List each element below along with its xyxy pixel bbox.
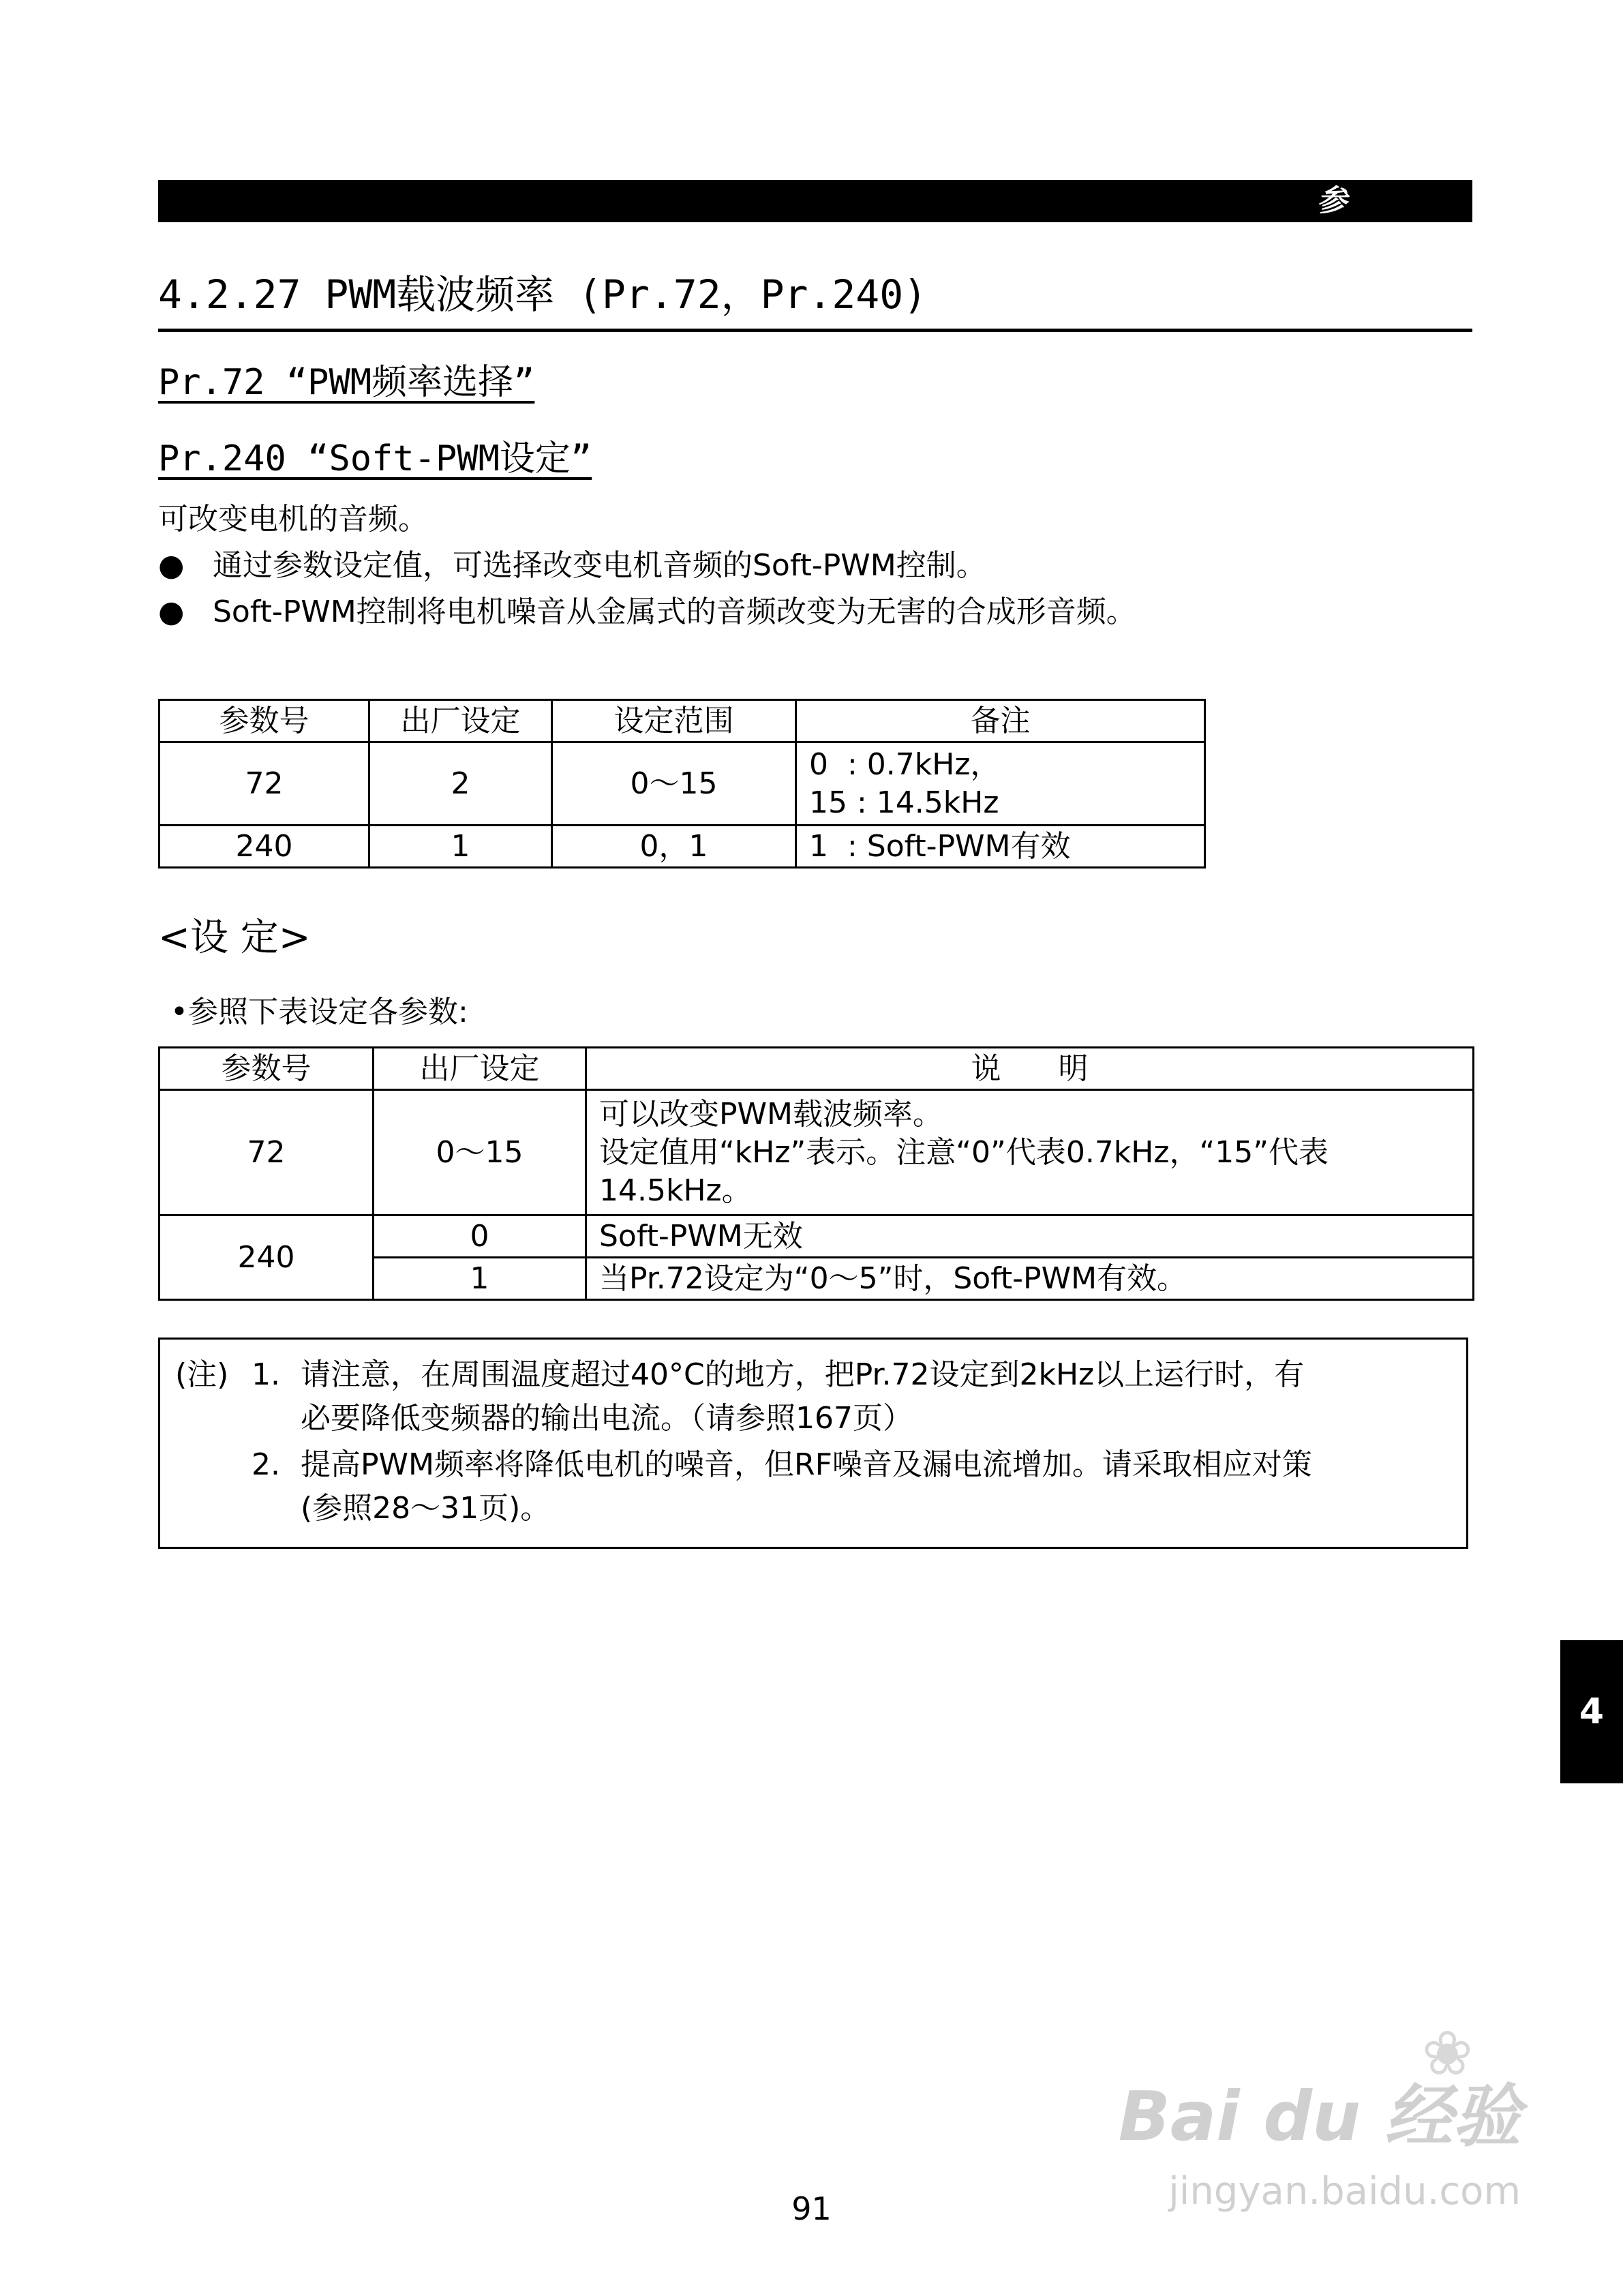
cell-value: 1: [374, 1258, 586, 1300]
cell-range: 0～15: [552, 742, 796, 826]
bullet-item-2: [158, 590, 1136, 634]
col-header-description: 说 明: [586, 1048, 1474, 1090]
header-bar: [158, 180, 1536, 222]
bullet-dot-icon: ●: [158, 594, 185, 629]
header-label-right: 数: [1506, 183, 1536, 218]
note-2-number: 2.: [252, 1447, 280, 1482]
cell-param: 72: [160, 1090, 374, 1215]
cell-range: 0，1: [552, 826, 796, 868]
table-row: [160, 742, 1205, 826]
note-prefix: (注): [175, 1357, 229, 1392]
intro-text: 可改变电机的音频。: [158, 502, 428, 537]
cell-default: 2: [369, 742, 552, 826]
cell-note: [796, 742, 1205, 826]
table-row: [160, 826, 1205, 868]
settings-heading: <设 定>: [158, 916, 311, 960]
bullet-dot-icon: ●: [158, 548, 185, 583]
cell-default: 1: [369, 826, 552, 868]
notes-box: [158, 1338, 1468, 1549]
cell-value: 0: [374, 1215, 586, 1258]
col-header-default: 出厂设定: [374, 1048, 586, 1090]
note-2-text-cont: (参照28～31页)。: [301, 1491, 551, 1526]
header-label-left: 参: [1317, 183, 1347, 218]
cell-note: 1 : Soft-PWM有效: [796, 826, 1205, 868]
note-2-text: 提高PWM频率将降低电机的噪音，但RF噪音及漏电流增加。请采取相应对策: [301, 1447, 1312, 1482]
paw-watermark-icon: ❀: [1421, 2018, 1473, 2089]
settings-reference-text: •参照下表设定各参数:: [170, 995, 468, 1029]
parameter-table: [158, 699, 1206, 868]
cell-description: 当Pr.72设定为“0～5”时，Soft-PWM有效。: [586, 1258, 1474, 1300]
description-line: 设定值用“kHz”表示。注意“0”代表0.7kHz，“15”代表: [599, 1134, 1329, 1170]
note-line: 0 : 0.7kHz，: [809, 746, 1001, 782]
settings-table: [158, 1046, 1474, 1301]
col-header-note: 备注: [796, 700, 1205, 742]
bullet-text: Soft-PWM控制将电机噪音从金属式的音频改变为无害的合成形音频。: [213, 594, 1136, 629]
page-number: 91: [791, 2190, 832, 2227]
chapter-tab: 4: [1560, 1640, 1623, 1783]
note-1-number: 1.: [252, 1357, 280, 1392]
note-1-text: 请注意，在周围温度超过40°C的地方，把Pr.72设定到2kHz以上运行时，有: [301, 1357, 1305, 1392]
bullet-item-1: [158, 544, 986, 588]
note-line: 15 : 14.5kHz: [809, 785, 999, 820]
col-header-param: 参数号: [160, 1048, 374, 1090]
section-title: 4.2.27 PWM载波频率 (Pr.72，Pr.240): [158, 267, 1472, 332]
watermark-brand: Bai du 经验: [1118, 2076, 1521, 2156]
table-row: [160, 1090, 1474, 1215]
cell-param: 240: [160, 1215, 374, 1300]
subtitle-pr240: Pr.240 “Soft-PWM设定”: [158, 438, 592, 479]
description-line: 可以改变PWM载波频率。: [599, 1096, 943, 1132]
col-header-param: 参数号: [160, 700, 369, 742]
table-row: [160, 1215, 1474, 1258]
cell-param: 72: [160, 742, 369, 826]
table-header-row: [160, 700, 1205, 742]
cell-value: 0～15: [374, 1090, 586, 1215]
bullet-text: 通过参数设定值，可选择改变电机音频的Soft-PWM控制。: [213, 548, 986, 583]
cell-description: [586, 1090, 1474, 1215]
description-line: 14.5kHz。: [599, 1173, 752, 1208]
cell-description: Soft-PWM无效: [586, 1215, 1474, 1258]
subtitle-pr72: Pr.72 “PWM频率选择”: [158, 362, 535, 403]
note-1-text-cont: 必要降低变频器的输出电流。（请参照167页）: [301, 1401, 913, 1436]
watermark-url: jingyan.baidu.com: [1168, 2169, 1521, 2214]
col-header-range: 设定范围: [552, 700, 796, 742]
cell-param: 240: [160, 826, 369, 868]
col-header-default: 出厂设定: [369, 700, 552, 742]
table-header-row: [160, 1048, 1474, 1090]
